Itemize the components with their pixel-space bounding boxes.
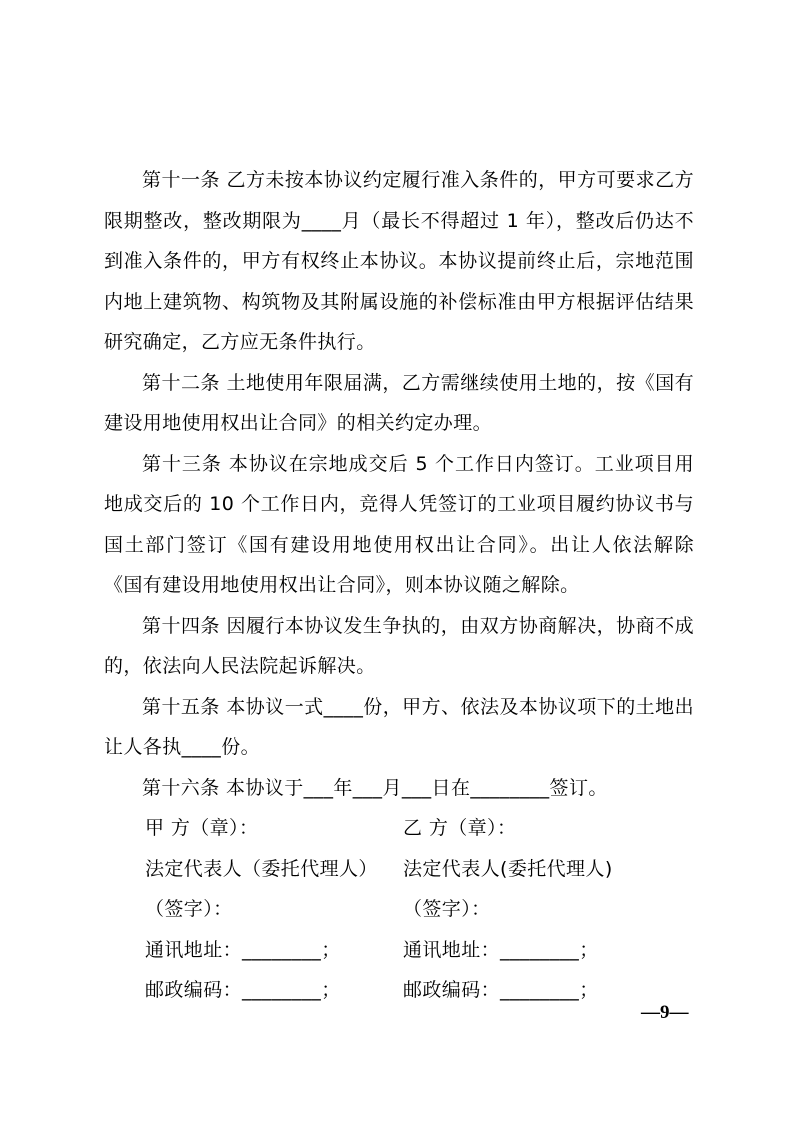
party-b-postcode-label: 邮政编码：________； <box>403 979 599 1001</box>
article-15: 第十五条 本协议一式____份，甲方、依法及本协议项下的土地出让人各执____份。 <box>104 695 694 758</box>
article-16: 第十六条 本协议于___年___月___日在________签订。 <box>142 776 608 799</box>
article-11: 第十一条 乙方未按本协议约定履行准入条件的，甲方可要求乙方限期整改，整改期限为____月（最长不得超过 1 年），整改后仍达不到准入条件的，甲方有权终止本协议。本协议提前终止后，宗地范围内地上建筑物、构筑物及其附属设施的补偿标准由甲方根据评估结果研究确定，乙方应无条件执行。 <box>104 169 694 353</box>
signature-representative-row <box>104 849 694 890</box>
party-b-signature-label: （签字）： <box>403 898 491 920</box>
party-b-address-label: 通讯地址：________； <box>403 938 599 961</box>
signature-address-row <box>104 930 694 971</box>
party-a-postcode-label: 邮政编码：________； <box>145 979 341 1001</box>
party-b-seal-label: 乙 方（章）： <box>403 817 517 839</box>
party-a-address-label: 通讯地址：________； <box>145 938 341 961</box>
article-14: 第十四条 因履行本协议发生争执的，由双方协商解决，协商不成的，依法向人民法院起诉解决。 <box>104 614 694 677</box>
signature-postcode-row <box>104 970 694 1011</box>
page-number: —9— <box>641 1002 689 1023</box>
signature-seal-row <box>104 808 694 849</box>
party-a-seal-label: 甲 方（章）： <box>145 817 259 839</box>
document-body <box>104 160 694 1011</box>
article-12: 第十二条 土地使用年限届满，乙方需继续使用土地的，按《国有建设用地使用权出让合同》的相关约定办理。 <box>104 371 694 434</box>
signature-sign-row <box>104 889 694 930</box>
party-a-signature-label: （签字）： <box>145 898 233 920</box>
party-a-representative-label: 法定代表人（委托代理人） <box>145 857 378 880</box>
article-13: 第十三条 本协议在宗地成交后 5 个工作日内签订。工业项目用地成交后的 10 个工作日内，竞得人凭签订的工业项目履约协议书与国土部门签订《国有建设用地使用权出让合同》。出让人依法解除《国有建设用地使用权出让合同》，则本协议随之解除。 <box>104 452 694 596</box>
party-b-representative-label: 法定代表人(委托代理人) <box>403 857 613 880</box>
